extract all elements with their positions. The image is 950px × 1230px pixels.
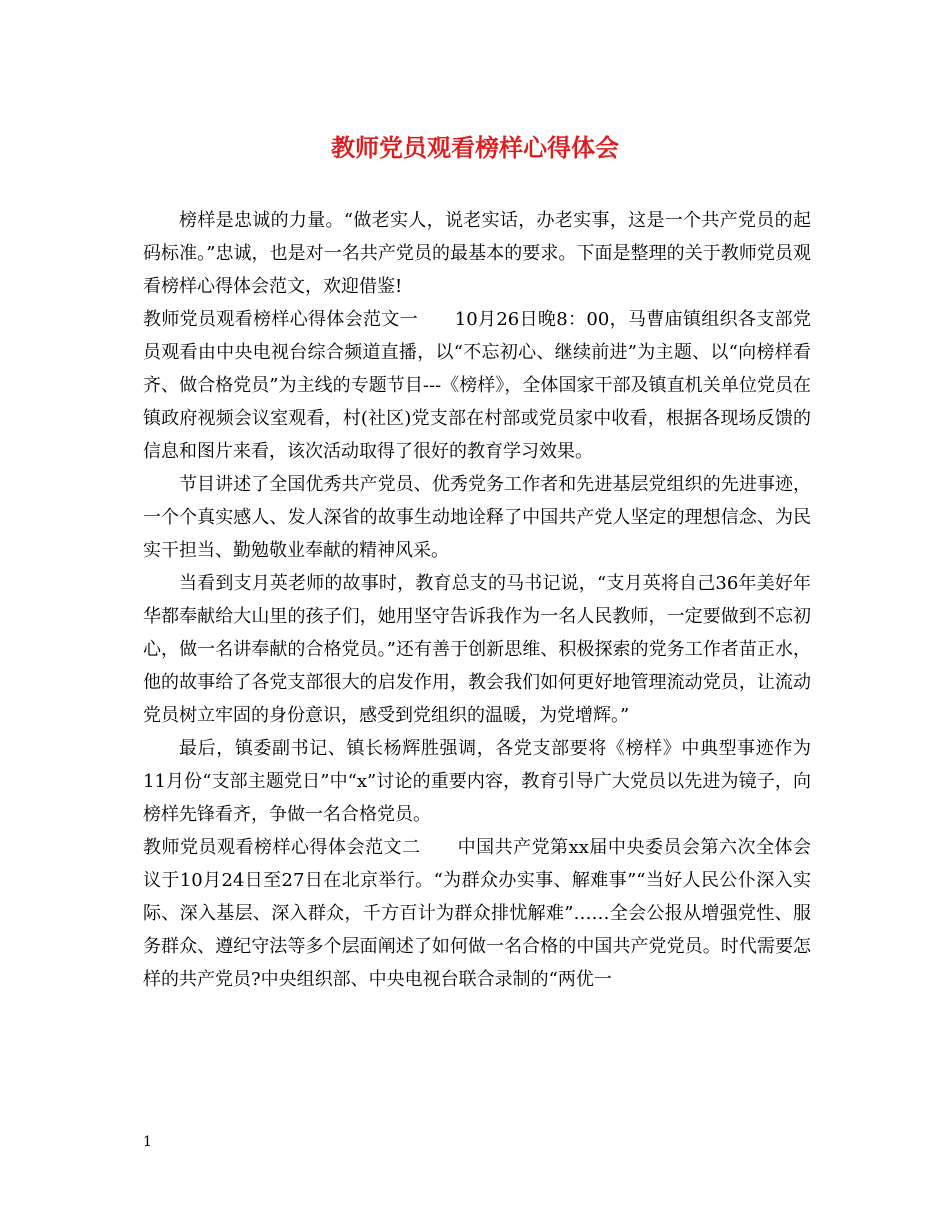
page-number: 1 xyxy=(143,1134,152,1150)
paragraph-conclusion: 最后，镇委副书记、镇长杨辉胜强调，各党支部要将《榜样》中典型事迹作为11月份“支部主题党日”中“x”讨论的重要内容，教育引导广大党员以先进为镜子，向榜样先锋看齐，争做一名合格党员。 xyxy=(143,738,811,825)
document-title: 教师党员观看榜样心得体会 xyxy=(331,133,619,162)
paragraph-sample-two: 教师党员观看榜样心得体会范文二 中国共产党第xx届中央委员会第六次全体会议于10月24日至27日在北京举行。“为群众办实事、解难事”“当好人民公仆深入实际、深入基层、深入群众，千方百计为群众排忧解难”……全会公报从增强党性、服务群众、遵纪守法等多个层面阐述了如何做一名合格的中国共产党党员。时代需要怎样的共产党员?中央组织部、中央电视台联合录制的“两优一 xyxy=(143,837,811,990)
paragraph-sample-one: 教师党员观看榜样心得体会范文一 10月26日晚8：00，马曹庙镇组织各支部党员观看由中央电视台综合频道直播，以“不忘初心、继续前进”为主题、以“向榜样看齐、做合格党员”为主线的专题节目---《榜样》，全体国家干部及镇直机关单位党员在镇政府视频会议室观看，村(社区)党支部在村部或党员家中收看，根据各现场反馈的信息和图片来看，该次活动取得了很好的教育学习效果。 xyxy=(143,309,811,462)
document-body xyxy=(143,204,811,996)
paragraph-intro: 榜样是忠诚的力量。“做老实人，说老实话，办老实事，这是一个共产党员的起码标准。”忠诚，也是对一名共产党员的最基本的要求。下面是整理的关于教师党员观看榜样心得体会范文，欢迎借鉴! xyxy=(143,210,811,297)
paragraph-program: 节目讲述了全国优秀共产党员、优秀党务工作者和先进基层党组织的先进事迹，一个个真实感人、发人深省的故事生动地诠释了中国共产党人坚定的理想信念、为民实干担当、勤勉敬业奉献的精神风采。 xyxy=(143,474,811,561)
paragraph-teacher-story: 当看到支月英老师的故事时，教育总支的马书记说，“支月英将自己36年美好年华都奉献给大山里的孩子们，她用坚守告诉我作为一名人民教师，一定要做到不忘初心，做一名讲奉献的合格党员。”还有善于创新思维、积极探索的党务工作者苗正水，他的故事给了各党支部很大的启发作用，教会我们如何更好地管理流动党员，让流动党员树立牢固的身份意识，感受到党组织的温暖，为党增辉。” xyxy=(143,573,811,726)
